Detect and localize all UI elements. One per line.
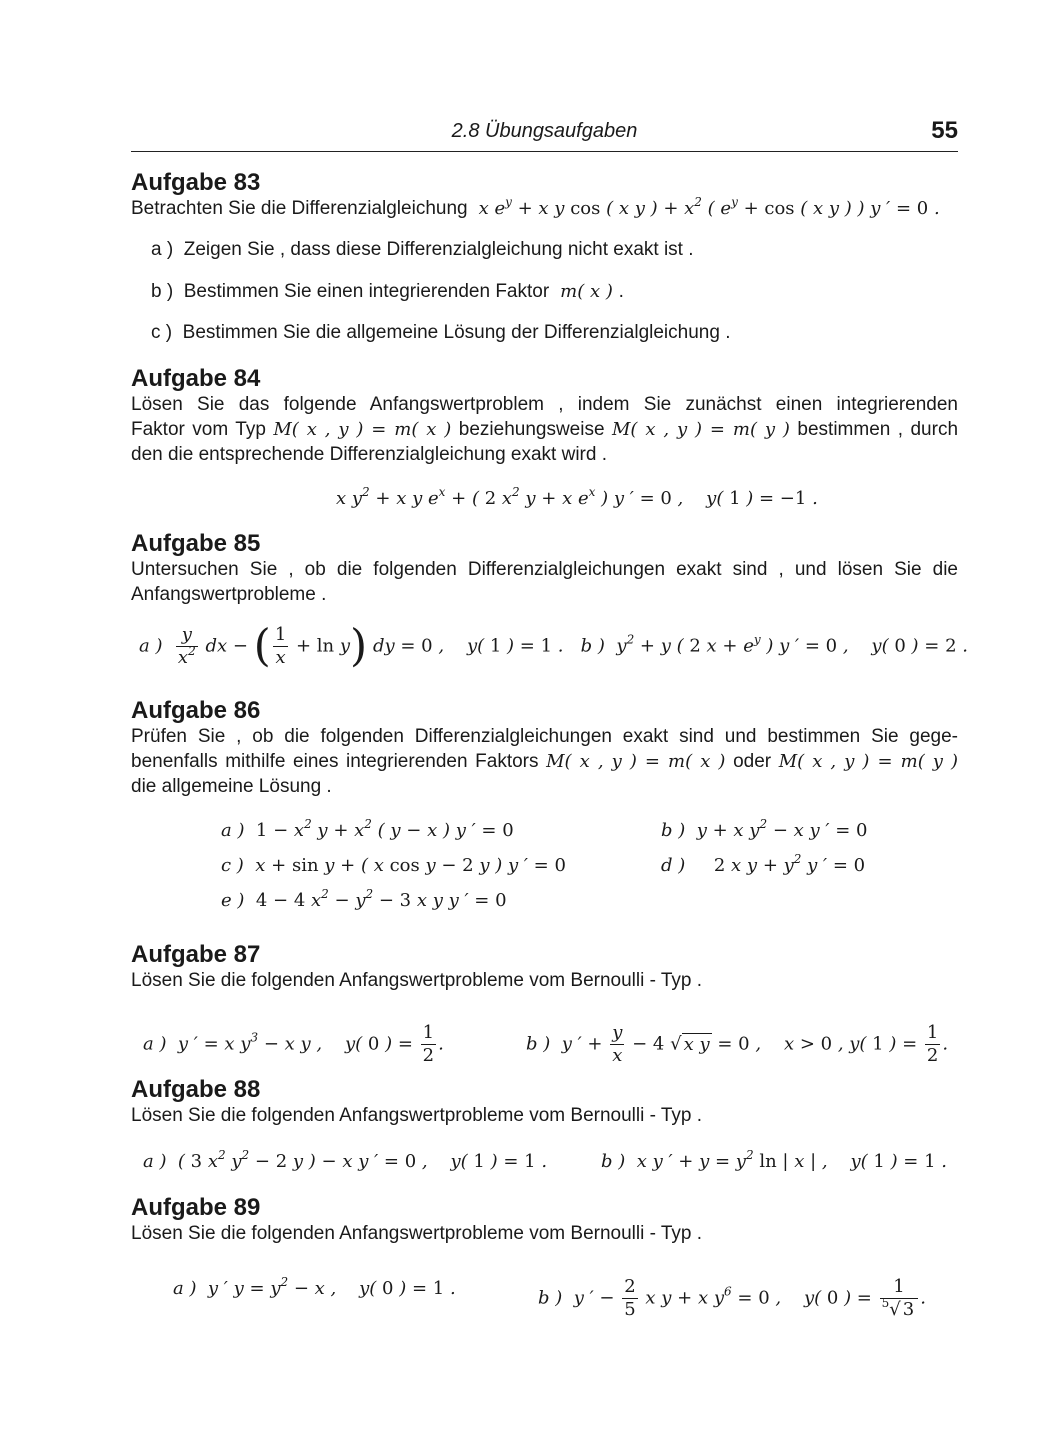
page-number: 55 [931, 117, 958, 144]
exercise-87-title: Aufgabe 87 [131, 941, 261, 968]
equation-87-b: b ) y ′ + $\frac{y}{x}$ − 4 √ x y = 0 , x > 0 , y( 1 ) = $\frac{1}{2}$ . [526, 1022, 949, 1066]
fraction: $\frac{1}{2}$ [926, 1022, 939, 1066]
exercise-85-line-2: Anfangswertprobleme . [131, 584, 327, 605]
equation-89-b: b ) y ′ − $\frac{2}{5}$ x y + x $y^6 = 0$ , y( 0 ) = $\frac{1}{^5√ 3}$ . [538, 1276, 926, 1320]
exercise-83-item-c [151, 320, 730, 345]
text: bestimmen , durch [797, 419, 959, 440]
exercise-86-line-1: Prüfen Sie , ob die folgenden Differenzialgleichungen exakt sind und bestimmen Sie gege- [131, 726, 958, 747]
exercise-89-title: Aufgabe 89 [131, 1194, 261, 1221]
text: beziehungsweise [458, 419, 605, 440]
equation-88-a: a ) ( 3 $x^2$ $y^2 - 2$ y ) − x y ′ = 0 , y( 1 ) = 1 . [143, 1148, 548, 1172]
exercise-88-text: Lösen Sie die folgenden Anfangswertprobleme vom Bernoulli - Typ . [131, 1105, 703, 1126]
exercise-86-title: Aufgabe 86 [131, 697, 261, 724]
math-factor-x: M( x , y ) = m( x ) [546, 751, 726, 772]
page [131, 0, 968, 1455]
math-factor-x: M( x , y ) = m( x ) [273, 419, 452, 440]
fraction: $\frac{1}{^5√ 3}$ [880, 1276, 919, 1321]
fraction: $\frac{y}{x}$ [612, 1022, 623, 1066]
equation-89-a: a ) y ′ $y = y^2 - x$ , y( 0 ) = 1 . [173, 1275, 456, 1299]
exercise-83-intro-text: Betrachten Sie die Differenzialgleichung [131, 198, 468, 219]
exercise-89-text: Lösen Sie die folgenden Anfangswertprobleme vom Bernoulli - Typ . [131, 1223, 703, 1244]
equation-84: x $y^2 + x$ y $e^x$ + ( 2 $x^2$ y + x $e^x$ ) y ′ = 0 , y( 1 ) = −1 . [336, 485, 818, 509]
equation-86-a: a ) $1 - x^2$ $y + x^2$ ( y − x ) y ′ = 0 [221, 817, 514, 841]
fraction: $\frac{1}{2}$ [422, 1022, 435, 1066]
exercise-86-line-2 [131, 749, 958, 774]
equation-87-a: a ) y ′ = x $y^3 - x$ y , y( 0 ) = $\frac{1}{2}$ . [143, 1022, 444, 1066]
item-text: Bestimmen Sie einen integrierenden Faktor [183, 281, 550, 302]
item-label: b ) [151, 281, 174, 302]
exercise-84-line-1: Lösen Sie das folgende Anfangswertproblem , indem Sie zunächst einen integrierenden [131, 394, 958, 415]
equation-86-b: b ) y + x $y^2 - x$ y ′ = 0 [661, 817, 868, 841]
equation-88-b: b ) x y ′ + $y = y^2$ ln | x | , y( 1 ) = 1 . [601, 1148, 948, 1172]
exercise-83-intro [131, 196, 958, 221]
section-title: 2.8 Übungsaufgaben [451, 120, 638, 142]
exercise-84-title: Aufgabe 84 [131, 365, 261, 392]
exercise-85-line-1: Untersuchen Sie , ob die folgenden Differenzialgleichungen exakt sind , und lösen Sie die [131, 559, 958, 580]
exercise-83-item-b: b ) Bestimmen Sie einen integrierenden Faktor m( x ) . [151, 281, 624, 302]
math-factor-y: M( x , y ) = m( y ) [611, 419, 790, 440]
exercise-85-title: Aufgabe 85 [131, 530, 261, 557]
equation-86-c: c ) x + sin y + ( x cos y − 2 y ) y ′ = 0 [221, 855, 566, 876]
exercise-88-title: Aufgabe 88 [131, 1076, 261, 1103]
equation-83: x $e^y + x$ y cos ( x y ) + $x^2$ ( $e^y + \cos$ ( x y ) ) y ′ = 0 . [472, 195, 940, 219]
math-factor-y: M( x , y ) = m( y ) [778, 751, 959, 772]
fraction: $\frac{2}{5}$ [624, 1276, 636, 1320]
exercise-83-title: Aufgabe 83 [131, 169, 261, 196]
math-m-of-x: m( x ) [554, 281, 619, 302]
item-label: a ) [151, 239, 174, 260]
fraction: $\frac{y}{x^2}$ [177, 624, 196, 668]
item-text: Zeigen Sie , dass diese Differenzialgleichung nicht exakt ist . [183, 239, 694, 260]
item-label: c ) [151, 322, 173, 343]
fraction: $\frac{1}{x}$ [274, 624, 287, 668]
exercise-83-item-a [151, 237, 694, 262]
equation-85: a ) $\frac{y}{x^2}$ dx − ( $\frac{1}{x}$ + ln y) dy = 0 , y( 1 ) = 1 . b ) $y^2 + y$ ( 2 $x + e^y$ ) y ′ = 0 , y( 0 ) = 2 . [139, 620, 968, 672]
text: oder [733, 751, 772, 772]
text: Faktor vom Typ [131, 419, 266, 440]
exercise-86-line-3: die allgemeine Lösung . [131, 776, 332, 797]
running-header [131, 117, 958, 152]
item-text: Bestimmen Sie die allgemeine Lösung der Differenzialgleichung . [182, 322, 731, 343]
equation-86-d: d ) 2 x $y + y^2$ y ′ = 0 [661, 852, 866, 876]
text: benenfalls mithilfe eines integrierenden Faktors [131, 751, 539, 772]
equation-86-e: e ) 4 − 4 $x^2 - y^2 - 3$ x y y ′ = 0 [221, 887, 507, 911]
exercise-84-line-2 [131, 417, 958, 442]
exercise-84-line-3: den die entsprechende Differenzialgleichung exakt wird . [131, 444, 608, 465]
exercise-87-text: Lösen Sie die folgenden Anfangswertprobleme vom Bernoulli - Typ . [131, 970, 703, 991]
